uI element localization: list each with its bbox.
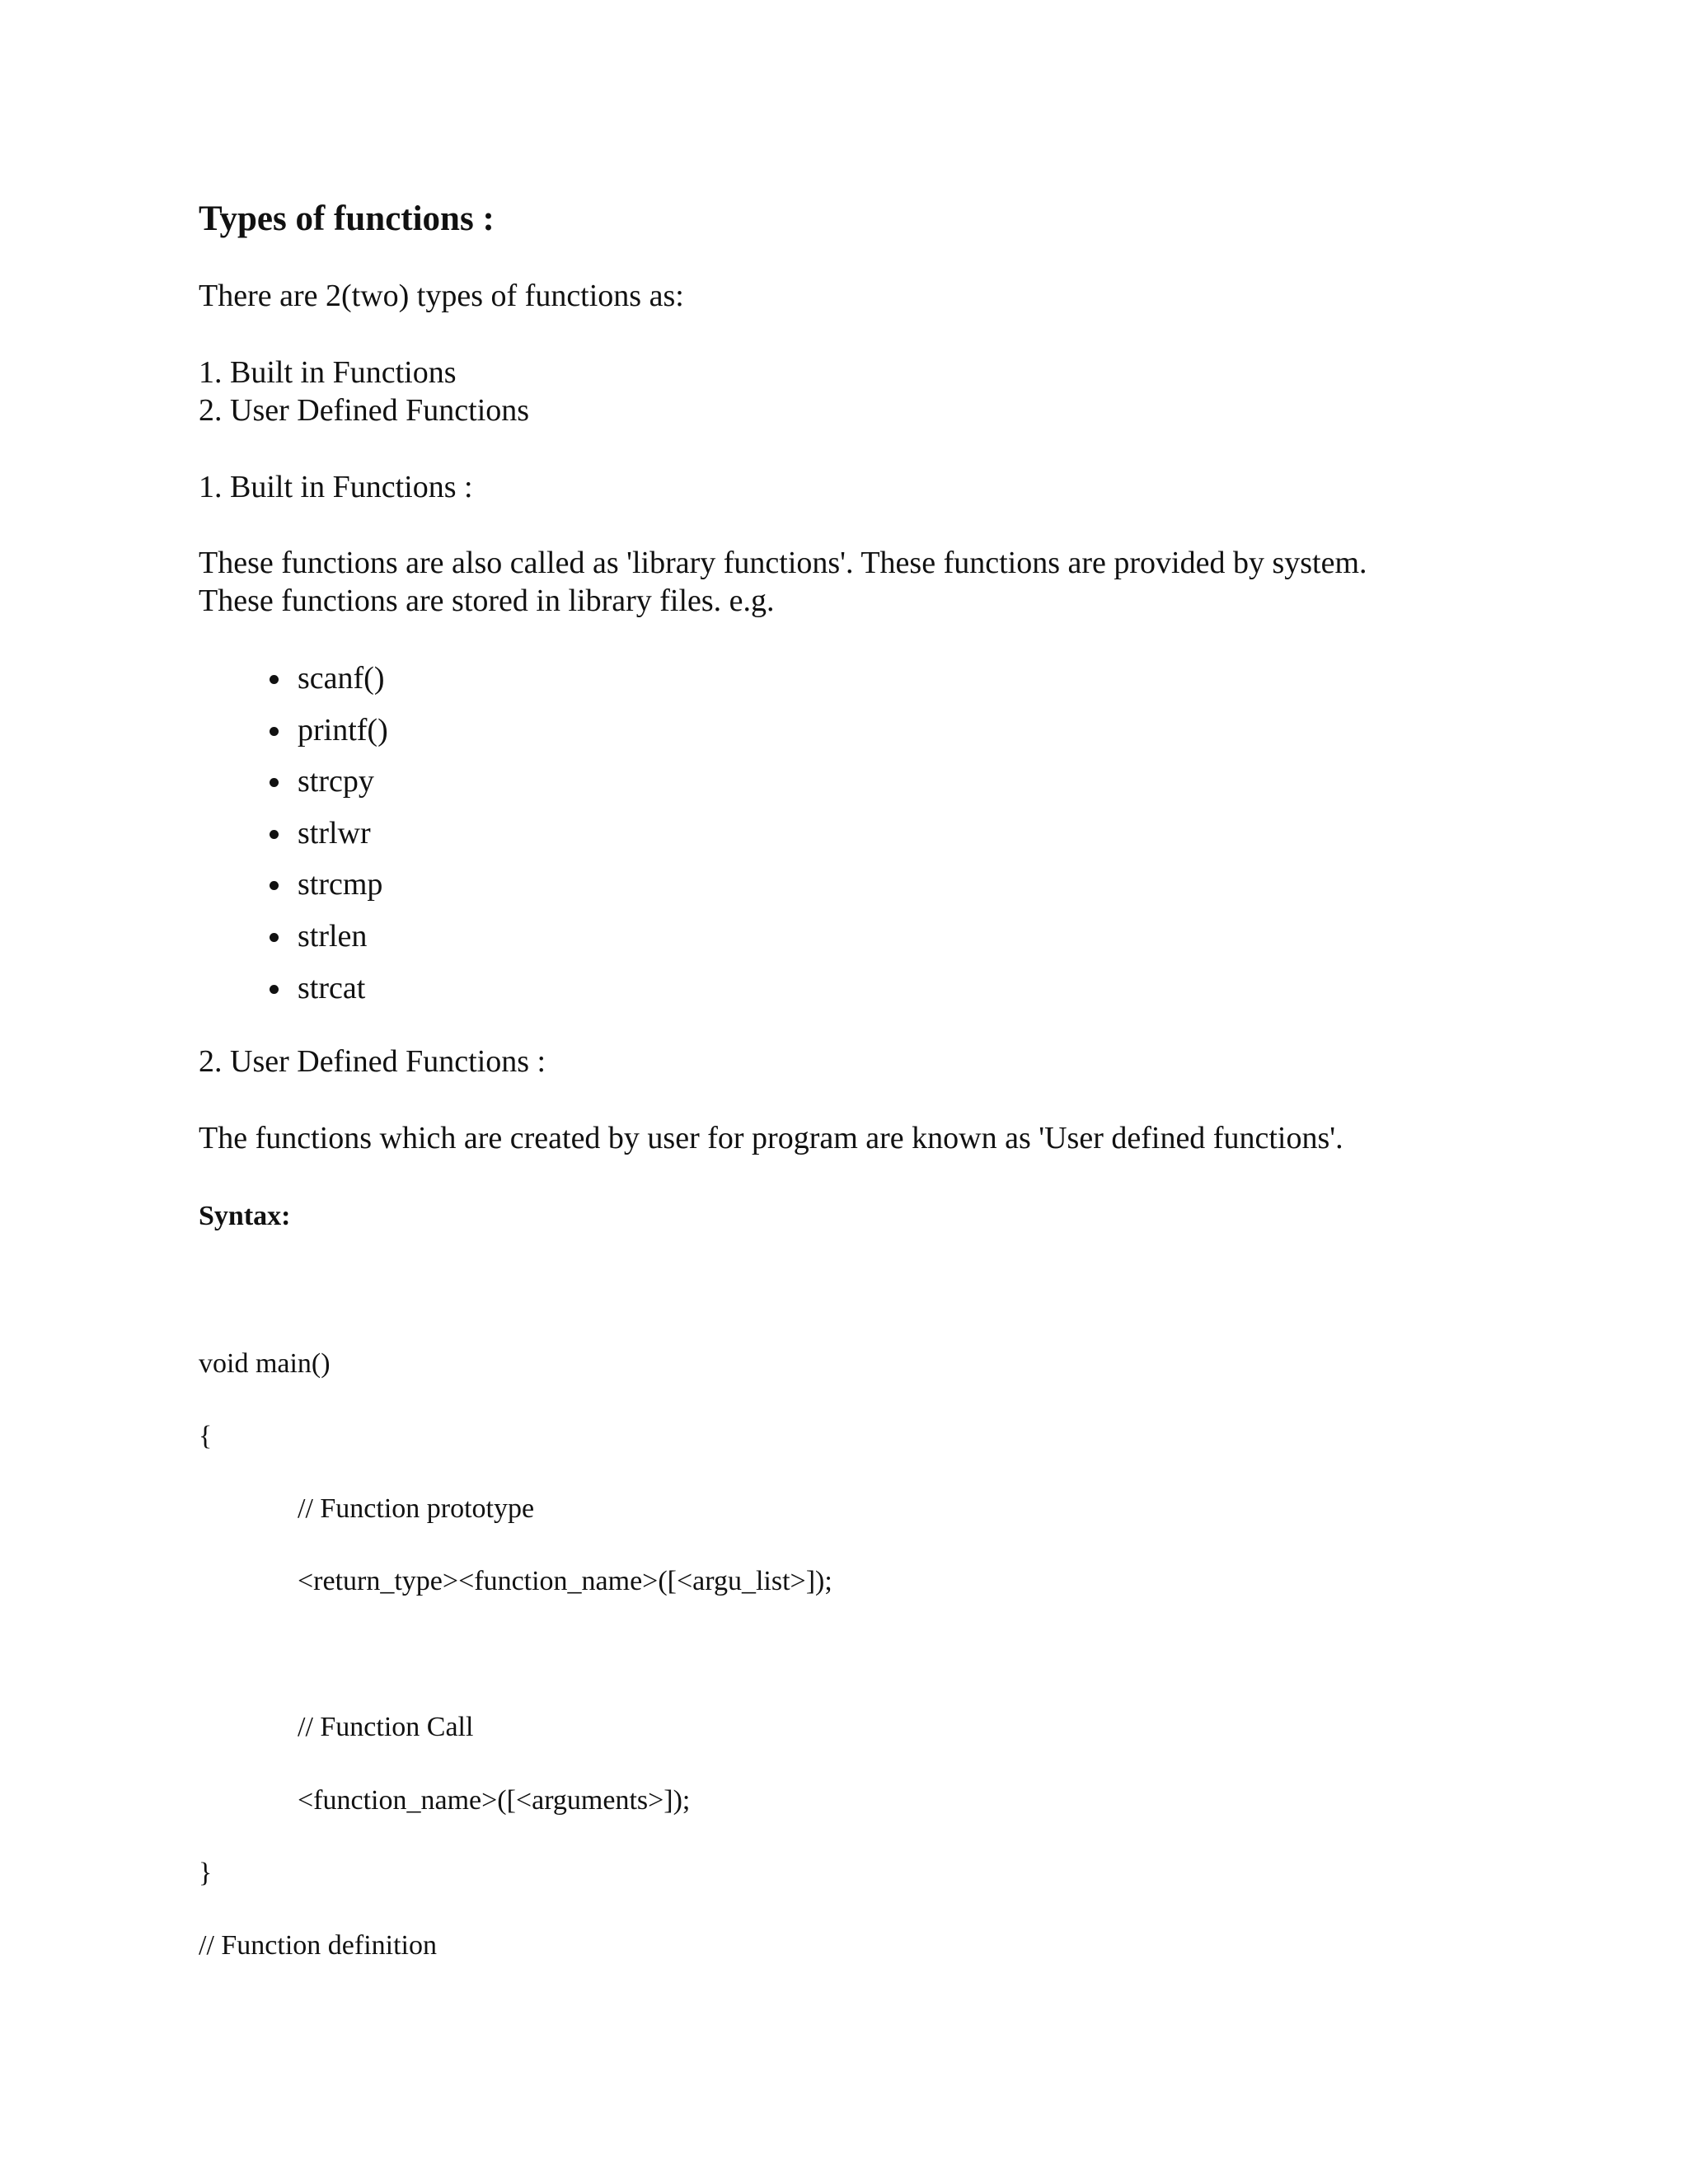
code-call-comment: // Function Call: [298, 1712, 474, 1742]
syntax-label: Syntax:: [199, 1201, 291, 1231]
list-item: printf(): [298, 711, 388, 763]
code-open-brace: {: [199, 1421, 213, 1451]
code-call: <function_name>([<arguments>]);: [298, 1785, 691, 1816]
code-prototype: <return_type><function_name>([<argu_list>]);: [298, 1566, 832, 1596]
bullet-icon: [270, 675, 279, 684]
builtin-description-line-1: These functions are also called as 'library functions'. These functions are provided by system.: [199, 546, 1367, 580]
list-item: strcpy: [298, 762, 388, 814]
list-item: strcat: [298, 969, 388, 1021]
code-close-brace: }: [199, 1858, 213, 1888]
builtin-heading: 1. Built in Functions :: [199, 470, 473, 504]
bullet-icon: [270, 881, 279, 890]
code-main-signature: void main(): [199, 1348, 331, 1379]
list-item: strcmp: [298, 865, 388, 917]
list-item: strlen: [298, 917, 388, 969]
bullet-icon: [270, 933, 279, 942]
code-definition-comment: // Function definition: [199, 1930, 437, 1961]
bullet-icon: [270, 778, 279, 787]
page-title: Types of functions :: [199, 199, 495, 238]
user-defined-description: The functions which are created by user for program are known as 'User defined functions'.: [199, 1121, 1343, 1155]
code-prototype-comment: // Function prototype: [298, 1493, 535, 1524]
list-item: scanf(): [298, 659, 388, 711]
user-defined-heading: 2. User Defined Functions :: [199, 1044, 546, 1079]
bullet-icon: [270, 830, 279, 839]
builtin-examples-list: [298, 659, 388, 1020]
builtin-description-line-2: These functions are stored in library files. e.g.: [199, 583, 775, 618]
bullet-icon: [270, 985, 279, 994]
type-item-user-defined: 2. User Defined Functions: [199, 393, 530, 428]
bullet-icon: [270, 727, 279, 736]
type-item-builtin: 1. Built in Functions: [199, 355, 457, 390]
list-item: strlwr: [298, 814, 388, 866]
intro-text: There are 2(two) types of functions as:: [199, 279, 684, 313]
